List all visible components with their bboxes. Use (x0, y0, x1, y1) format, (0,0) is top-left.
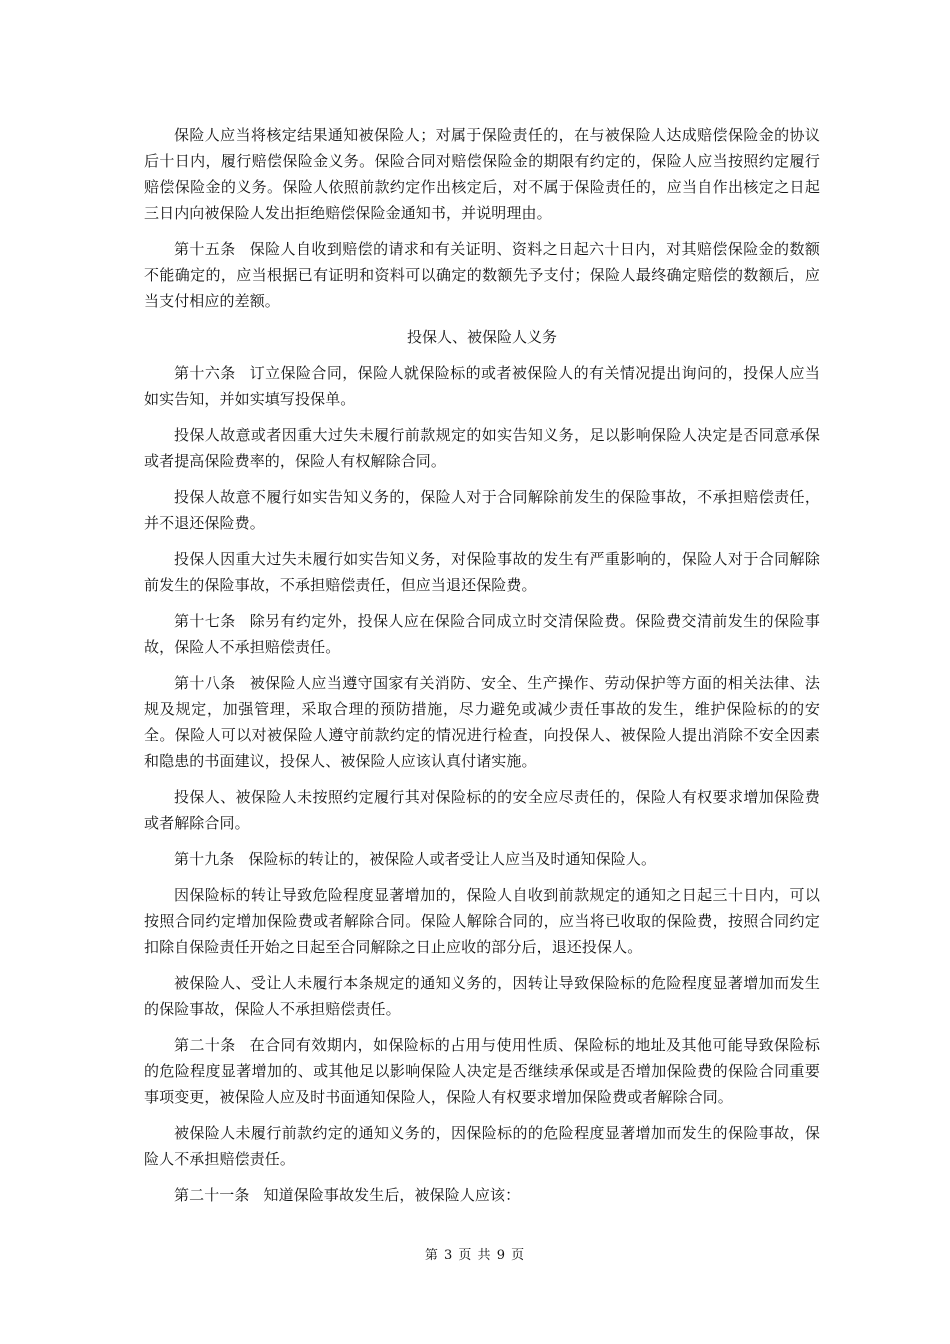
paragraph-text: 投保人故意不履行如实告知义务的，保险人对于合同解除前发生的保险事故，不承担赔偿责任，并不退还保险费。 (144, 488, 820, 532)
paragraph-text: 保险标的转让的，被保险人或者受让人应当及时通知保险人。 (248, 850, 657, 868)
paragraph (144, 422, 820, 474)
article-paragraph (144, 608, 820, 660)
article-paragraph (144, 670, 820, 774)
article-number: 第二十一条 (174, 1186, 250, 1204)
paragraph-text: 被保险人应当遵守国家有关消防、安全、生产操作、劳动保护等方面的相关法律、法规及规定，加强管理，采取合理的预防措施，尽力避免或减少责任事故的发生，维护保险标的的安全。保险人可以对被保险人遵守前款约定的情况进行检查，向投保人、被保险人提出消除不安全因素和隐患的书面建议，投保人、被保险人应该认真付诸实施。 (144, 674, 820, 770)
paragraph-text: 除另有约定外，投保人应在保险合同成立时交清保险费。保险费交清前发生的保险事故，保险人不承担赔偿责任。 (144, 612, 820, 656)
paragraph (144, 882, 820, 960)
paragraph (144, 970, 820, 1022)
page-footer: 第 3 页 共 9 页 (424, 1248, 526, 1263)
article-paragraph (144, 1182, 820, 1208)
article-number: 第十六条 (174, 364, 236, 382)
article-number: 第十九条 (174, 850, 235, 868)
article-number: 第十五条 (174, 240, 236, 258)
article-number: 第二十条 (174, 1036, 236, 1054)
paragraph-text: 保险人应当将核定结果通知被保险人；对属于保险责任的，在与被保险人达成赔偿保险金的协议后十日内，履行赔偿保险金义务。保险合同对赔偿保险金的期限有约定的，保险人应当按照约定履行赔偿保险金的义务。保险人依照前款约定作出核定后，对不属于保险责任的，应当自作出核定之日起三日内向被保险人发出拒绝赔偿保险金通知书，并说明理由。 (144, 126, 820, 222)
paragraph-text: 投保人因重大过失未履行如实告知义务，对保险事故的发生有严重影响的，保险人对于合同解除前发生的保险事故，不承担赔偿责任，但应当退还保险费。 (144, 550, 820, 594)
paragraph-text: 被保险人未履行前款约定的通知义务的，因保险标的的危险程度显著增加而发生的保险事故，保险人不承担赔偿责任。 (144, 1124, 820, 1168)
document-body (144, 122, 820, 1218)
article-paragraph (144, 236, 820, 314)
paragraph (144, 546, 820, 598)
paragraph-text: 投保人故意或者因重大过失未履行前款规定的如实告知义务，足以影响保险人决定是否同意承保或者提高保险费率的，保险人有权解除合同。 (144, 426, 820, 470)
article-paragraph (144, 846, 820, 872)
paragraph-text: 在合同有效期内，如保险标的占用与使用性质、保险标的地址及其他可能导致保险标的危险程度显著增加的、或其他足以影响保险人决定是否继续承保或是否增加保险费的保险合同重要事项变更，被保险人应及时书面通知保险人，保险人有权要求增加保险费或者解除合同。 (144, 1036, 820, 1106)
article-paragraph (144, 360, 820, 412)
paragraph-text: 知道保险事故发生后，被保险人应该： (263, 1186, 521, 1204)
article-paragraph (144, 1032, 820, 1110)
paragraph-text: 因保险标的转让导致危险程度显著增加的，保险人自收到前款规定的通知之日起三十日内，可以按照合同约定增加保险费或者解除合同。保险人解除合同的，应当将已收取的保险费，按照合同约定扣除自保险责任开始之日起至合同解除之日止应收的部分后，退还投保人。 (144, 886, 820, 956)
paragraph-text: 被保险人、受让人未履行本条规定的通知义务的，因转让导致保险标的危险程度显著增加而发生的保险事故，保险人不承担赔偿责任。 (144, 974, 820, 1018)
paragraph (144, 1120, 820, 1172)
paragraph (144, 784, 820, 836)
paragraph-text: 保险人自收到赔偿的请求和有关证明、资料之日起六十日内，对其赔偿保险金的数额不能确定的，应当根据已有证明和资料可以确定的数额先予支付；保险人最终确定赔偿的数额后，应当支付相应的差额。 (144, 240, 820, 310)
section-heading: 投保人、被保险人义务 (406, 328, 557, 346)
paragraph-text: 投保人、被保险人未按照约定履行其对保险标的的安全应尽责任的，保险人有权要求增加保险费或者解除合同。 (144, 788, 820, 832)
article-number: 第十七条 (174, 612, 236, 630)
article-number: 第十八条 (174, 674, 236, 692)
paragraph (144, 484, 820, 536)
paragraph (144, 122, 820, 226)
paragraph-text: 订立保险合同，保险人就保险标的或者被保险人的有关情况提出询问的，投保人应当如实告知，并如实填写投保单。 (144, 364, 820, 408)
